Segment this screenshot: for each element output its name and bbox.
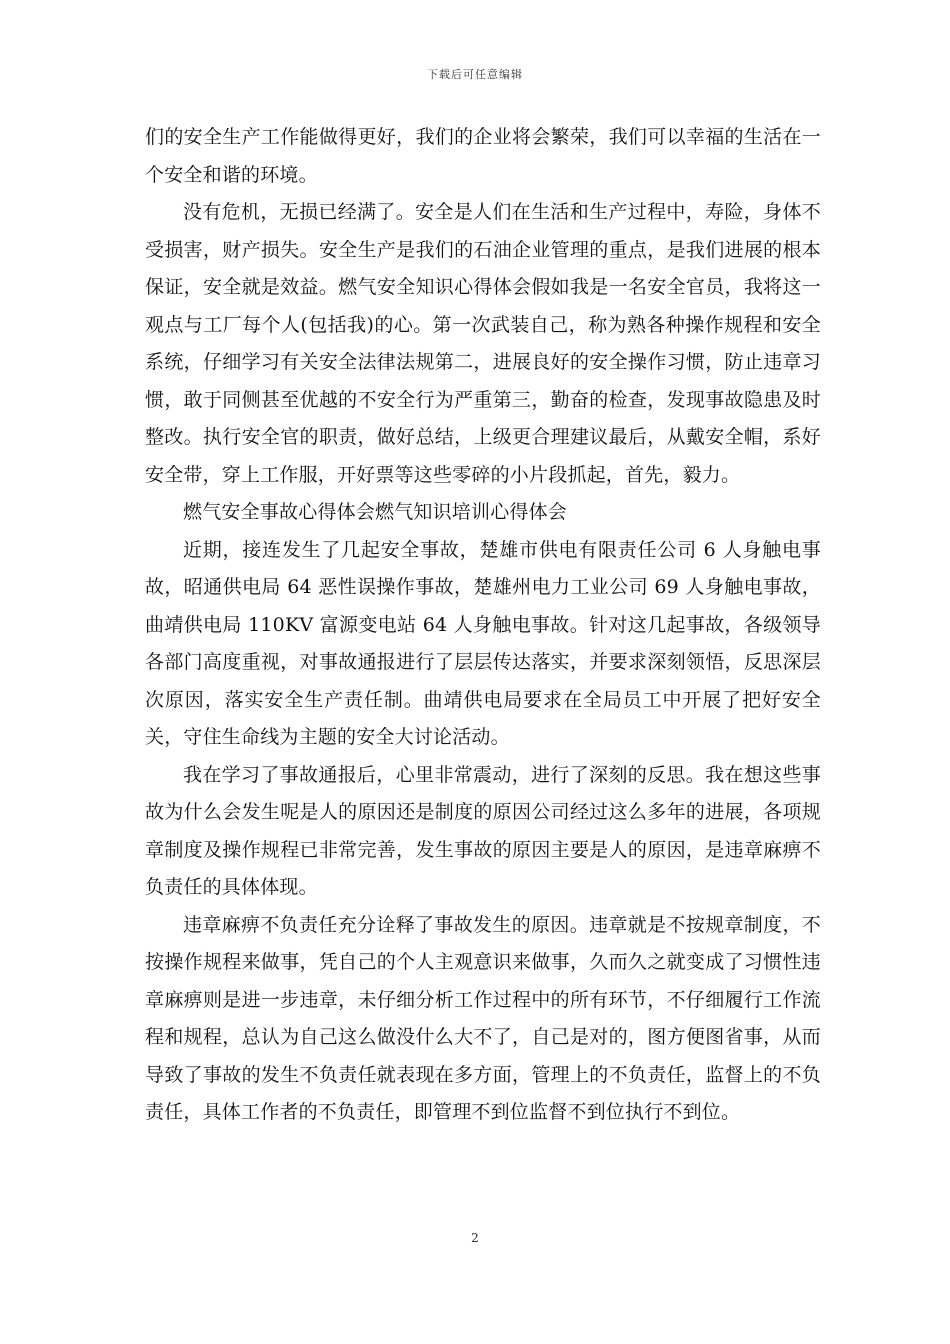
section-heading: 燃气安全事故心得体会燃气知识培训心得体会 (183, 501, 568, 523)
paragraph-2: 没有危机，无损已经满了。安全是人们在生活和生产过程中，寿险，身体不受损害，财产损失。安全生产是我们的石油企业管理的重点，是我们进展的根本保证，安全就是效益。燃气安全知识心得体会假如我是一名安全官员，我将这一观点与工厂每个人(包括我)的心。第一次武装自己，称为熟各种操作规程和安全系统，仔细学习有关安全法律法规第二，进展良好的安全操作习惯，防止违章习惯，敢于同侧甚至优越的不安全行为严重第三，勤奋的检查，发现事故隐患及时整改。执行安全官的职责，做好总结，上级更合理建议最后，从戴安全帽，系好安全带，穿上工作服，开好票等这些零碎的小片段抓起，首先，毅力。 (145, 201, 821, 486)
page-number: 2 (471, 1231, 479, 1245)
page-header-note: 下载后可任意编辑 (427, 68, 523, 81)
document-body (145, 119, 821, 1132)
paragraph-3: 近期，接连发生了几起安全事故，楚雄市供电有限责任公司 6 人身触电事故，昭通供电局 64 恶性误操作事故，楚雄州电力工业公司 69 人身触电事故，曲靖供电局 110KV 富源变电站 64 人身触电事故。针对这几起事故，各级领导各部门高度重视，对事故通报进行了层层传达落实，并要求深刻领悟，反思深层次原因，落实安全生产责任制。曲靖供电局要求在全局员工中开展了把好安全关，守住生命线为主题的安全大讨论活动。 (145, 538, 821, 748)
paragraph-4: 我在学习了事故通报后，心里非常震动，进行了深刻的反思。我在想这些事故为什么会发生呢是人的原因还是制度的原因公司经过这么多年的进展，各项规章制度及操作规程已非常完善，发生事故的原因主要是人的原因，是违章麻痹不负责任的具体体现。 (145, 763, 821, 898)
paragraph-1: 们的安全生产工作能做得更好，我们的企业将会繁荣，我们可以幸福的生活在一个安全和谐的环境。 (145, 126, 821, 186)
paragraph-5: 违章麻痹不负责任充分诠释了事故发生的原因。违章就是不按规章制度，不按操作规程来做事，凭自己的个人主观意识来做事，久而久之就变成了习惯性违章麻痹则是进一步违章，未仔细分析工作过程中的所有环节，不仔细履行工作流程和规程，总认为自己这么做没什么大不了，自己是对的，图方便图省事，从而导致了事故的发生不负责任就表现在多方面，管理上的不负责任，监督上的不负责任，具体工作者的不负责任，即管理不到位监督不到位执行不到位。 (145, 913, 821, 1123)
